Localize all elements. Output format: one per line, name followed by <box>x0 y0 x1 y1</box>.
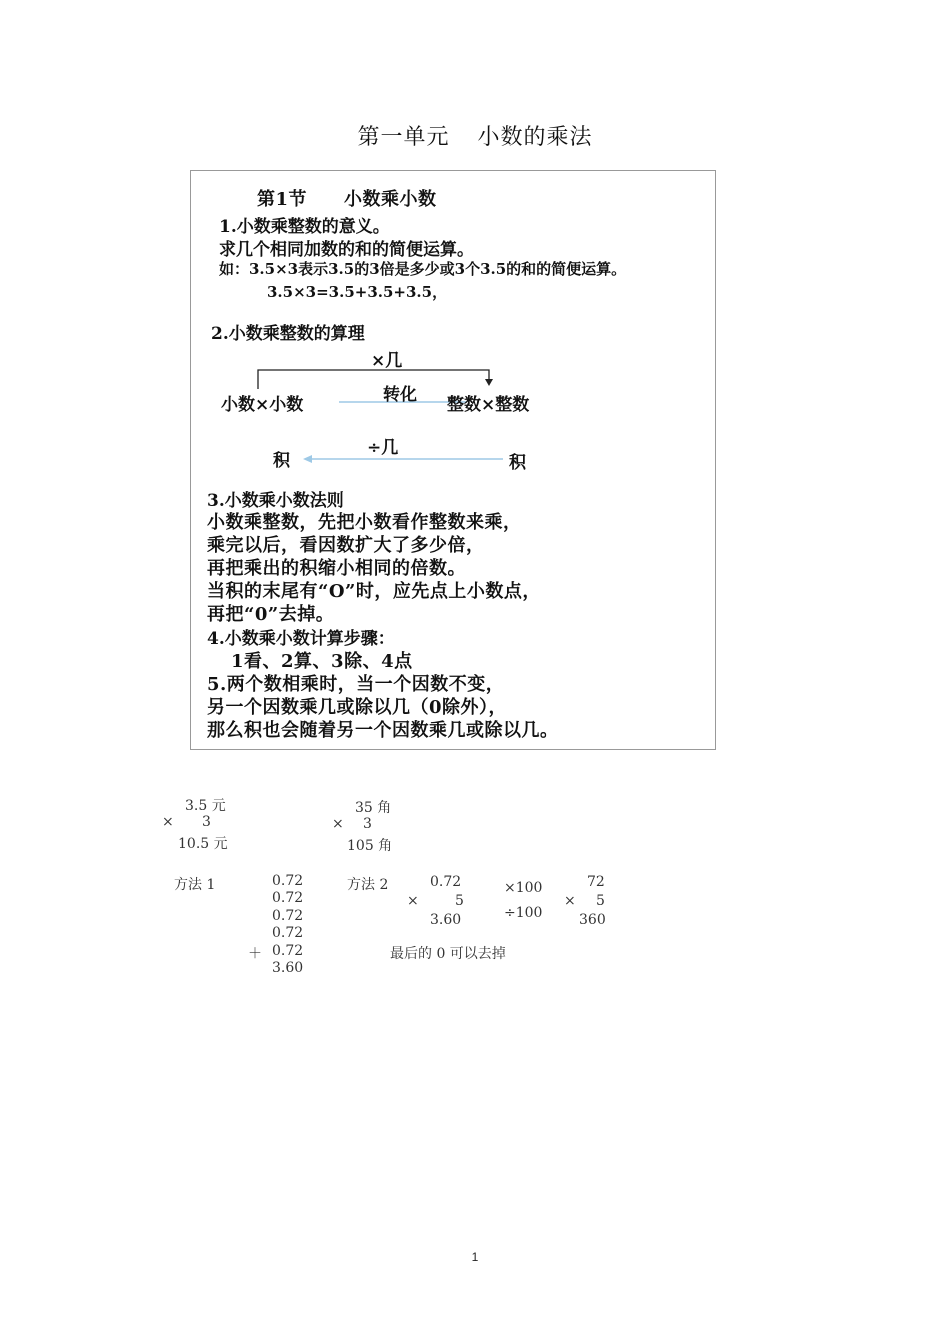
method1-label: 方法 1 <box>174 877 216 893</box>
method2-multiplicand: 0.72 <box>430 874 462 890</box>
transform-label: 转化 <box>383 385 417 405</box>
calc2-multiplicand: 35 角 <box>355 800 392 816</box>
method2-note: 最后的 0 可以去掉 <box>390 946 506 962</box>
integer-multiplier: 5 <box>596 893 605 909</box>
calc2-multiplier: 3 <box>363 816 372 832</box>
calc1-operator: × <box>162 814 174 830</box>
p1-line2: 如：3.5×3表示3.5的3倍是多少或3个3.5的和的简便运算。 <box>219 260 627 278</box>
p1-heading: 1.小数乘整数的意义。 <box>219 217 390 237</box>
division-arrow-head <box>303 455 312 463</box>
unit-title: 第一单元 <box>357 125 450 150</box>
method1-addend: 0.72 <box>272 943 304 959</box>
p3-line5: 再把“0”去掉。 <box>207 604 335 625</box>
scale-down-label: ÷100 <box>504 905 543 921</box>
calc1-multiplier: 3 <box>202 814 211 830</box>
top-arrow-head <box>485 379 493 386</box>
top-bracket-line <box>258 370 489 389</box>
page-number: 1 <box>471 1250 479 1264</box>
p2-heading: 2.小数乘整数的算理 <box>211 324 365 344</box>
calc2-operator: × <box>332 816 344 832</box>
right-expression: 整数×整数 <box>447 395 530 415</box>
p3-line3: 再把乘出的积缩小相同的倍数。 <box>207 558 466 579</box>
method1-addend: 0.72 <box>272 890 304 906</box>
p4-heading: 4.小数乘小数计算步骤： <box>207 629 395 649</box>
p5-line1: 5.两个数相乘时，当一个因数不变， <box>207 674 505 695</box>
top-op-label: ×几 <box>371 351 403 371</box>
p1-line1: 求几个相同加数的和的简便运算。 <box>219 240 474 260</box>
method2-operator: × <box>407 893 419 909</box>
method2-label: 方法 2 <box>347 877 389 893</box>
p5-line2: 另一个因数乘几或除以几（0除外）， <box>207 697 508 718</box>
left-product: 积 <box>273 451 290 471</box>
p5-line3: 那么积也会随着另一个因数乘几或除以几。 <box>207 720 559 741</box>
p4-steps: 1看、2算、3除、4点 <box>231 651 413 672</box>
integer-result: 360 <box>579 912 606 928</box>
right-product: 积 <box>509 453 526 473</box>
integer-operator: × <box>564 893 576 909</box>
method2-result: 3.60 <box>430 912 462 928</box>
integer-multiplicand: 72 <box>587 874 605 890</box>
p3-line2: 乘完以后，看因数扩大了多少倍， <box>207 535 485 556</box>
method1-addend: 0.72 <box>272 873 304 889</box>
calc1-multiplicand: 3.5 元 <box>185 798 226 814</box>
method2-multiplier: 5 <box>455 893 464 909</box>
p3-line4: 当积的末尾有“O”时，应先点上小数点， <box>207 581 541 602</box>
p3-line1: 小数乘整数，先把小数看作整数来乘， <box>207 512 522 533</box>
p3-heading: 3.小数乘小数法则 <box>207 491 344 511</box>
bottom-op-label: ÷几 <box>367 438 399 458</box>
p1-line3: 3.5×3=3.5+3.5+3.5， <box>267 283 448 301</box>
left-expression: 小数×小数 <box>221 395 304 415</box>
method1-result: 3.60 <box>272 960 304 976</box>
section-heading: 第1节 小数乘小数 <box>257 189 437 210</box>
method1-addend: 0.72 <box>272 925 304 941</box>
conversion-diagram <box>191 171 717 471</box>
topic-title: 小数的乘法 <box>477 125 593 150</box>
calc1-result: 10.5 元 <box>178 836 228 852</box>
calc2-result: 105 角 <box>347 838 393 854</box>
summary-box <box>190 170 716 750</box>
page-title <box>0 120 950 151</box>
scale-up-label: ×100 <box>504 880 543 896</box>
method1-addend: 0.72 <box>272 908 304 924</box>
method1-plus: ＋ <box>248 946 262 962</box>
